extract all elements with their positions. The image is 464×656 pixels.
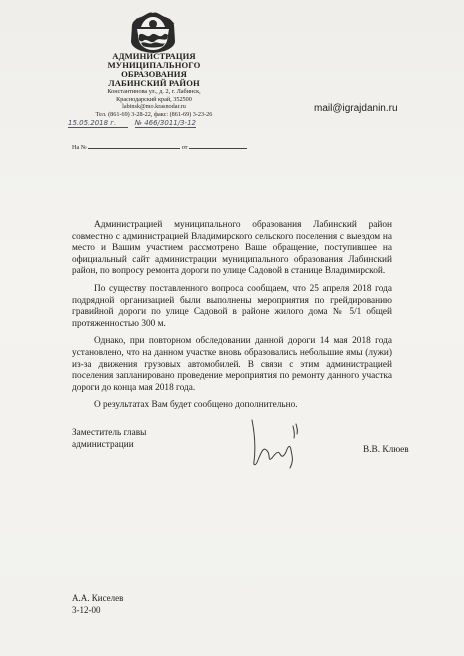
letterhead: [68, 52, 240, 118]
org-name-line: ЛАБИНСКИЙ РАЙОН: [108, 78, 200, 88]
reference-line: [72, 144, 247, 151]
executor-phone: 3-12-00: [72, 605, 101, 615]
org-name-line: ОБРАЗОВАНИЯ: [121, 69, 187, 79]
body-paragraph: Однако, при повторном обследовании данной дороги 14 мая 2018 года установлено, что на данном участке вновь образовались небольшие ямы (лужи) из-за движения грузовых автомобилей. В связи с этим администрацией поселения запланировано проведение мероприятия по ремонту данного участка дороги до конца мая 2018 года.: [72, 336, 392, 393]
letter-body: [72, 220, 392, 418]
position-line: Заместитель главы: [72, 428, 147, 438]
executor-name: А.А. Киселев: [72, 593, 124, 603]
org-email: labinsk@mo.krasnodar.ru: [122, 103, 186, 110]
org-name-line: МУНИЦИПАЛЬНОГО: [107, 60, 201, 70]
signatory-name: В.В. Клюев: [363, 445, 409, 455]
phone-fax-line: Тел. (861-69) 3-28-22, факс: (861-69) 3-23-26: [95, 110, 213, 118]
ref-no-label: На №: [72, 144, 87, 151]
executor-block: [72, 592, 123, 616]
body-paragraph: Администрацией муниципального образования Лабинский район совместно с администрацией Владимирского сельского поселения с выездом на место и Вашим участием рассмотрено Ваше обращение, поступившее на официальный сайт администрации муниципального образования Лабинский район, по вопросу ремонта дороги по улице Садовой в станице Владимирской.: [72, 220, 392, 277]
ref-from-label: от: [181, 144, 188, 151]
body-paragraph: О результатах Вам будет сообщено дополнительно.: [94, 400, 298, 411]
stamp-number: № 466/3011/3-12: [134, 119, 196, 127]
stamp-date: 15.05.2018 г.: [68, 119, 128, 128]
handwritten-signature: [244, 416, 304, 470]
address-line: Краснодарский край, 352500: [116, 95, 192, 103]
address-line: Константинова ул., д. 2, г. Лабинск,: [107, 88, 201, 95]
ref-no-blank: [88, 148, 180, 149]
recipient-email: mail@igrajdanin.ru: [314, 103, 398, 114]
registration-stamp: [68, 119, 248, 129]
body-paragraph: По существу поставленного вопроса сообщаем, что 25 апреля 2018 года подрядной организацией были выполнены мероприятия по грейдированию гравийной дороги по улице Садовой в районе жилого дома № 5/1 общей протяженностью 300 м.: [72, 283, 392, 329]
signatory-position: [72, 427, 146, 451]
coat-of-arms-icon: [129, 11, 177, 53]
org-name-line: АДМИНИСТРАЦИЯ: [112, 51, 196, 61]
ref-from-blank: [189, 148, 247, 149]
position-line: администрации: [72, 440, 134, 450]
